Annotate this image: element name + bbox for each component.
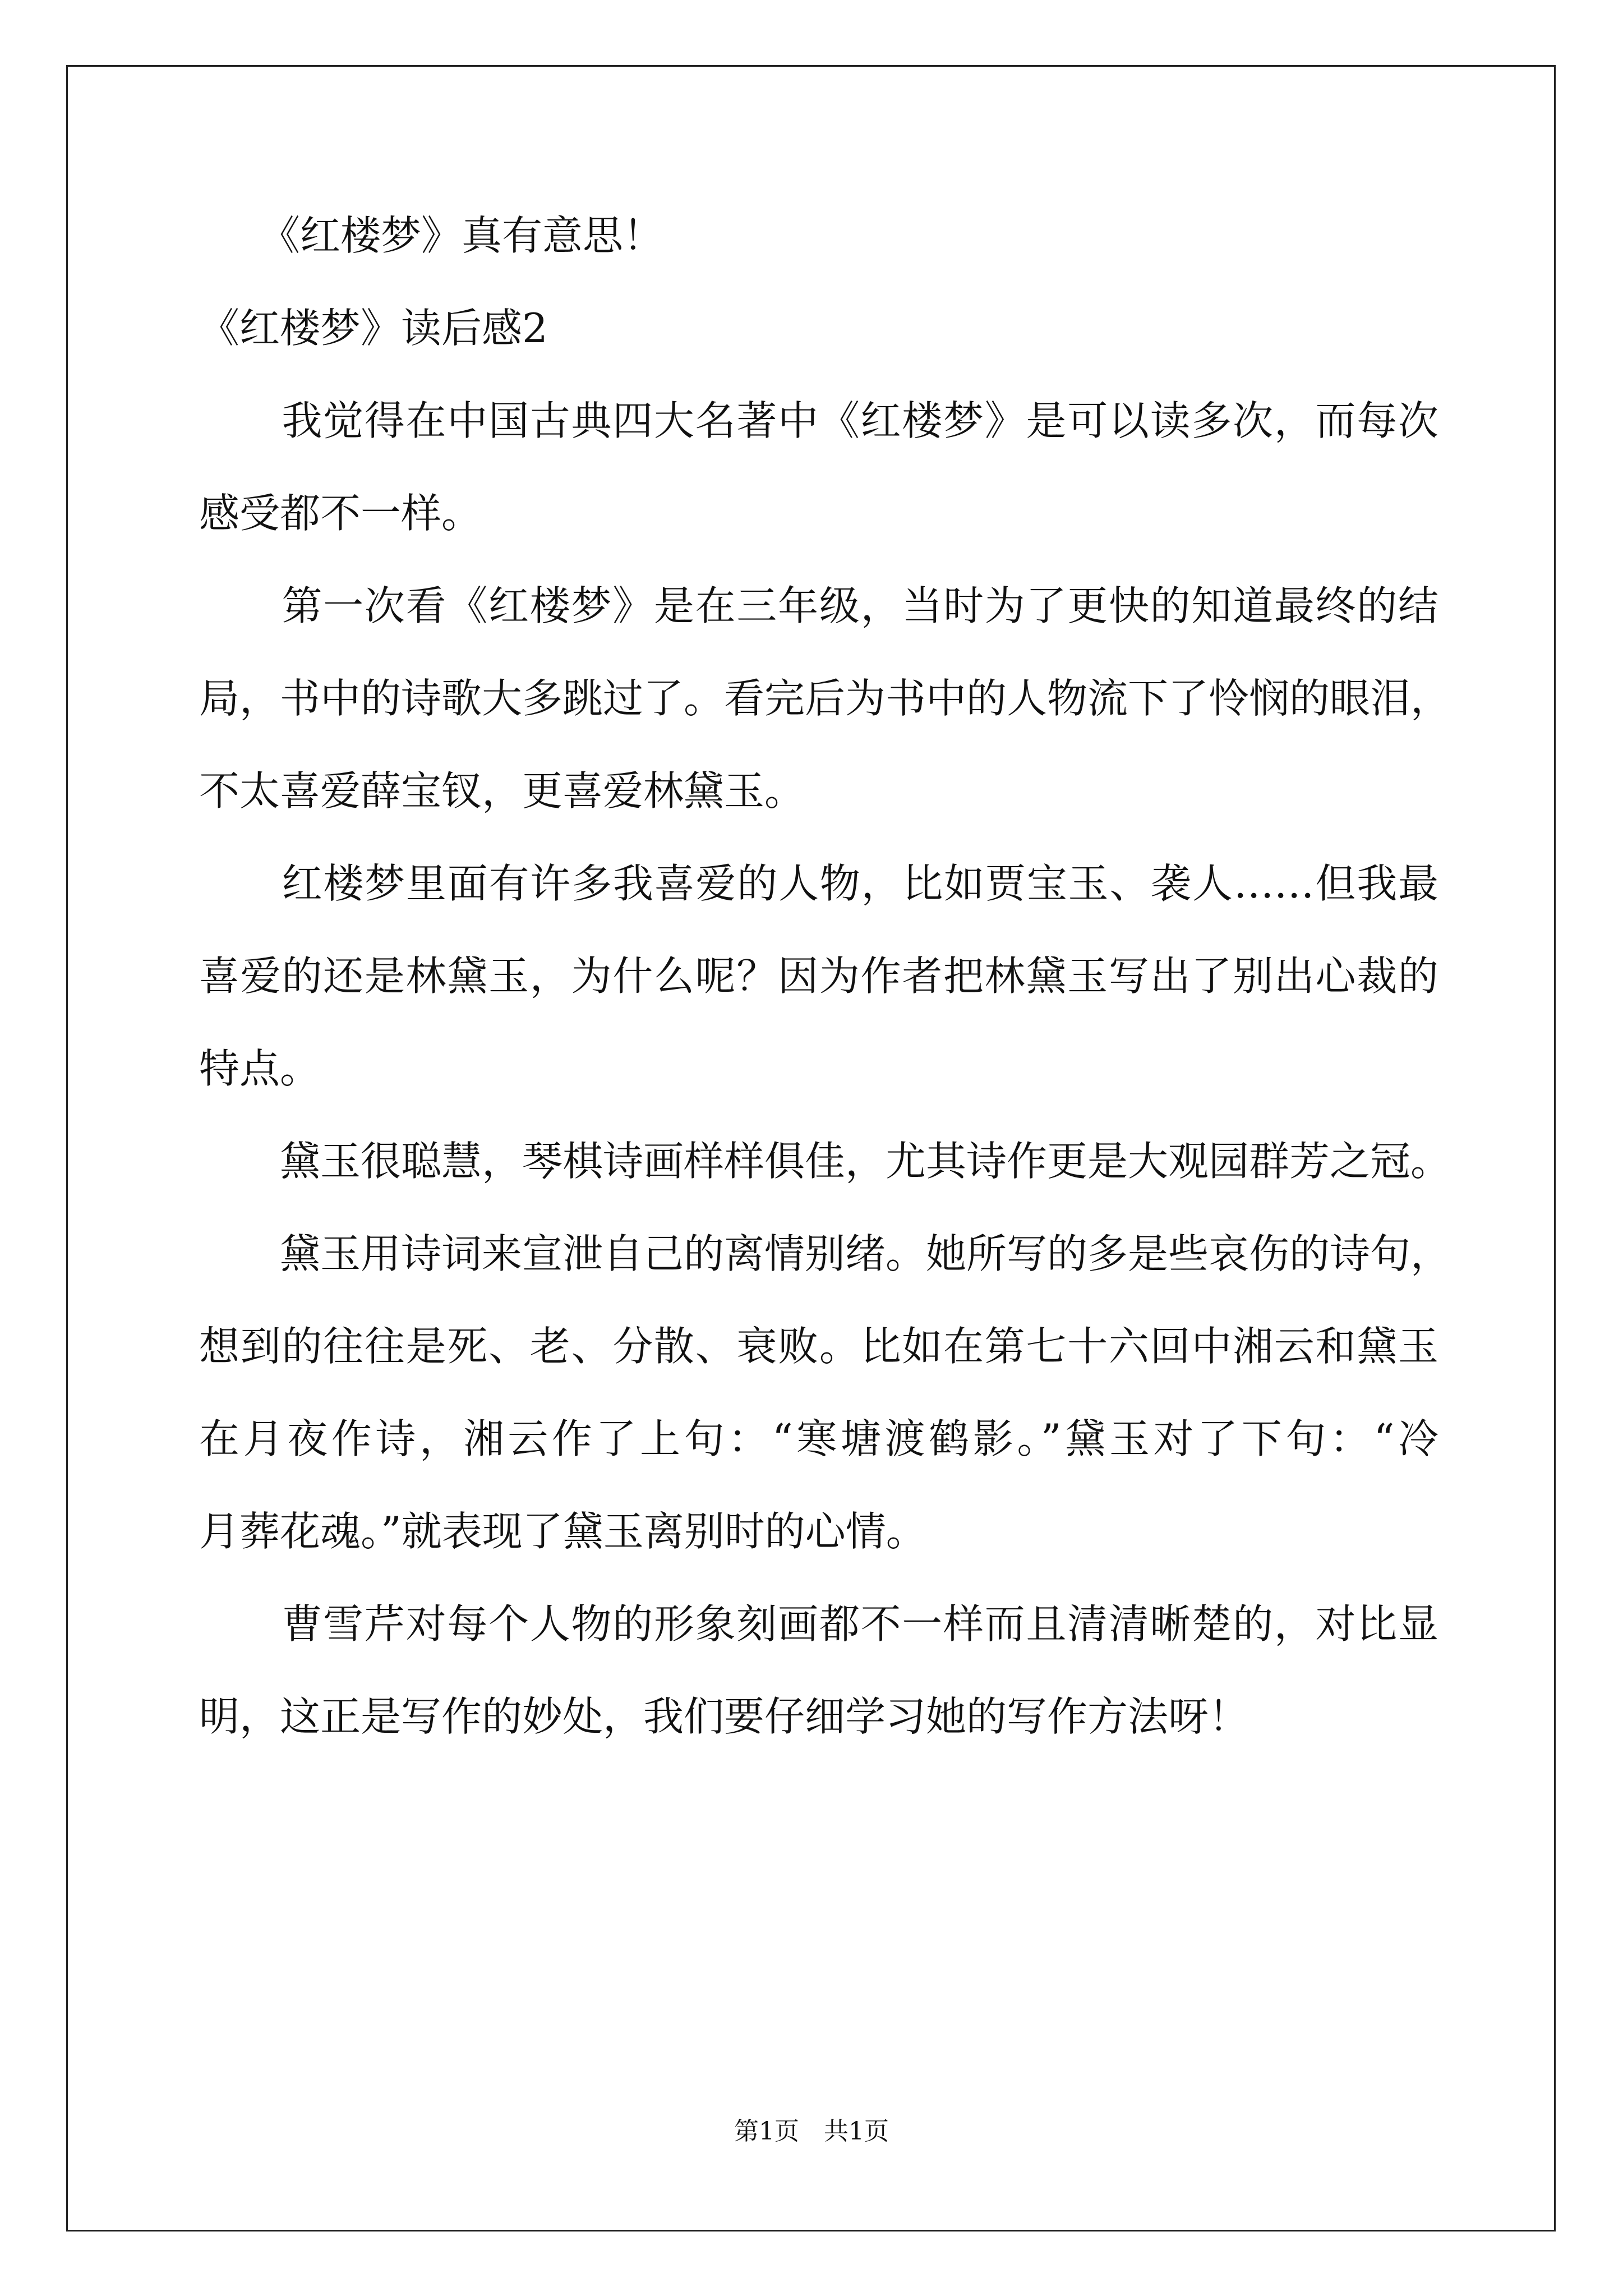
paragraph-line: 黛玉很聪慧，琴棋诗画样样俱佳，尤其诗作更是大观园群芳之冠。 [199,1138,1451,1185]
paragraph-line: 在月夜作诗，湘云作了上句：“寒塘渡鹤影。”黛玉对了下句：“冷 [199,1415,1438,1462]
paragraph-line: 特点。 [199,1045,321,1092]
paragraph-line: 局，书中的诗歌大多跳过了。看完后为书中的人物流下了怜悯的眼泪， [199,675,1451,722]
paragraph-line: 月葬花魂。”就表现了黛玉离别时的心情。 [199,1508,926,1555]
paragraph-line: 不太喜爱薛宝钗，更喜爱林黛玉。 [199,767,805,815]
paragraph-line: 我觉得在中国古典四大名著中《红楼梦》是可以读多次，而每次 [199,397,1438,444]
paragraph-line: 第一次看《红楼梦》是在三年级，当时为了更快的知道最终的结 [199,582,1438,629]
paragraph-line: 《红楼梦》真有意思！ [199,212,664,259]
section-heading: 《红楼梦》读后感2 [199,305,548,352]
paragraph-line: 感受都不一样。 [199,490,482,537]
paragraph-line: 黛玉用诗词来宣泄自己的离情别绪。她所写的多是些哀伤的诗句， [199,1230,1451,1277]
paragraph-line: 明，这正是写作的妙处，我们要仔细学习她的写作方法呀！ [199,1693,1249,1740]
page-footer: 第1页 共1页 [734,2117,889,2146]
paragraph-line: 曹雪芹对每个人物的形象刻画都不一样而且清清晰楚的，对比显 [199,1600,1438,1648]
paragraph-line: 喜爱的还是林黛玉，为什么呢？因为作者把林黛玉写出了别出心裁的 [199,953,1438,1000]
paragraph-line: 想到的往往是死、老、分散、衰败。比如在第七十六回中湘云和黛玉 [199,1323,1438,1370]
paragraph-line: 红楼梦里面有许多我喜爱的人物，比如贾宝玉、袭人……但我最 [199,860,1438,907]
